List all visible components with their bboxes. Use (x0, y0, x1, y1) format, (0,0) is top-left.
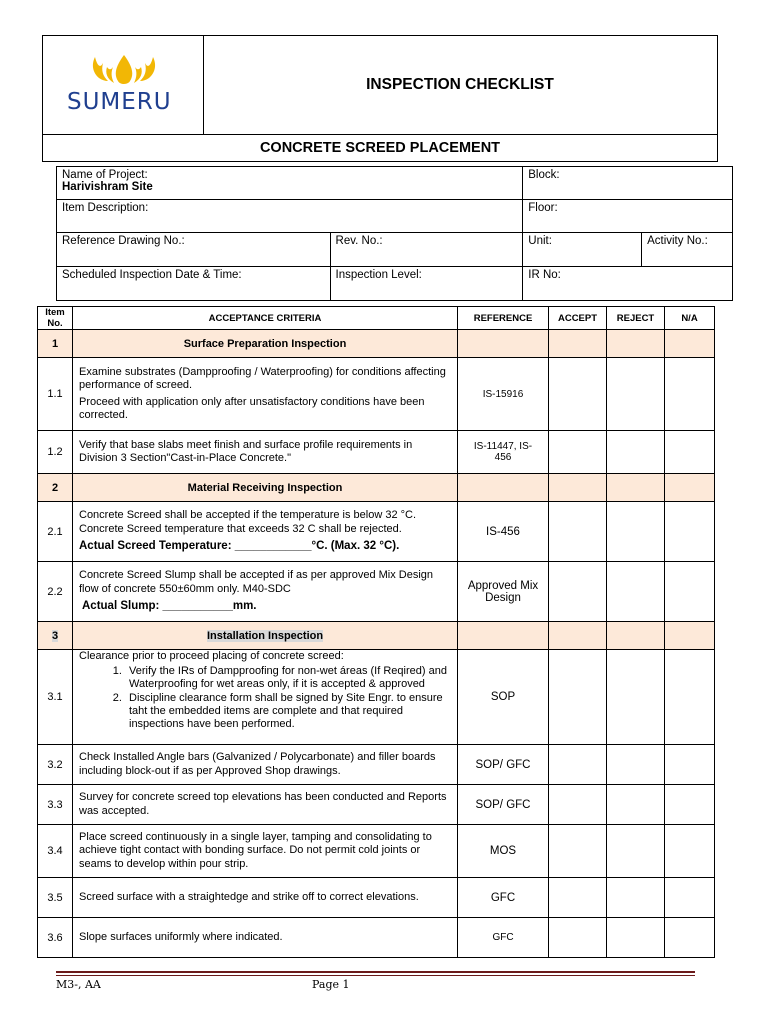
unit-label: Unit: (528, 235, 552, 247)
scheduled-date-label: Scheduled Inspection Date & Time: (62, 269, 242, 281)
criteria-text: Concrete Screed shall be accepted if the temperature is below 32 °C. Concrete Screed temperature that exceeds 32 C shall be rejected. (79, 509, 417, 535)
table-row (38, 650, 715, 745)
na-cell[interactable] (665, 745, 715, 785)
floor-cell (523, 200, 733, 233)
table-row (38, 785, 715, 825)
reject-cell[interactable] (607, 562, 665, 622)
floor-label: Floor: (528, 202, 558, 214)
reject-cell[interactable] (607, 825, 665, 878)
na-cell[interactable] (665, 825, 715, 878)
acceptance-criteria (73, 562, 458, 622)
activity-no-cell (642, 233, 733, 267)
project-name-label: Name of Project: (62, 169, 148, 181)
actual-slump-field[interactable]: Actual Slump: ___________mm. (82, 599, 257, 612)
list-item: 2. Discipline clearance form shall be signed by Site Engr. to ensure taht the embedded items are complete and that required inspections have been performed. (125, 692, 451, 732)
table-row (38, 825, 715, 878)
item-number: 1.1 (38, 358, 73, 431)
ir-no-cell (523, 267, 733, 301)
accept-cell[interactable] (549, 745, 607, 785)
section-title: Material Receiving Inspection (73, 474, 458, 502)
na-cell[interactable] (665, 358, 715, 431)
block-label: Block: (528, 169, 560, 181)
acceptance-criteria (73, 918, 458, 958)
item-number: 3.2 (38, 745, 73, 785)
logo-cell (43, 36, 204, 134)
reject-cell[interactable] (607, 878, 665, 918)
acceptance-criteria (73, 825, 458, 878)
item-number: 3.5 (38, 878, 73, 918)
na-cell[interactable] (665, 785, 715, 825)
table-row (38, 431, 715, 474)
document-title: INSPECTION CHECKLIST (366, 76, 554, 93)
col-accept: ACCEPT (549, 307, 607, 330)
reject-cell[interactable] (607, 785, 665, 825)
accept-cell[interactable] (549, 825, 607, 878)
actual-temperature-field[interactable]: Actual Screed Temperature: ____________°C. (Max. 32 °C). (79, 539, 400, 552)
logo-text: SUMERU (67, 89, 172, 115)
section-row (38, 622, 715, 650)
na-cell[interactable] (665, 502, 715, 562)
scheduled-date-cell (57, 267, 331, 301)
col-reject: REJECT (607, 307, 665, 330)
section-row (38, 474, 715, 502)
criteria-text: Concrete Screed Slump shall be accepted if as per approved Mix Design flow of concrete 550±60mm only. M40-SDC (79, 569, 434, 595)
checklist-header-row (38, 307, 715, 330)
reference: Approved Mix Design (458, 562, 549, 622)
item-description-label: Item Description: (62, 202, 149, 214)
na-cell[interactable] (665, 918, 715, 958)
reference: SOP/ GFC (458, 745, 549, 785)
reference: IS-15916 (458, 358, 549, 431)
criteria-text: Screed surface with a straightedge and strike off to correct elevations. (79, 890, 419, 903)
item-number: 3.6 (38, 918, 73, 958)
acceptance-criteria (73, 878, 458, 918)
item-number: 2.2 (38, 562, 73, 622)
reject-cell[interactable] (607, 358, 665, 431)
item-number: 3.3 (38, 785, 73, 825)
acceptance-criteria (73, 358, 458, 431)
project-name-cell (57, 167, 523, 200)
col-na: N/A (665, 307, 715, 330)
criteria-text: Examine substrates (Dampproofing / Waterproofing) for conditions affecting performance of screed. (79, 365, 446, 391)
accept-cell[interactable] (549, 918, 607, 958)
item-description-cell (57, 200, 523, 233)
table-row (38, 745, 715, 785)
acceptance-criteria (73, 650, 458, 745)
reference: MOS (458, 825, 549, 878)
section-number-text: 3 (51, 629, 59, 642)
reject-cell[interactable] (607, 502, 665, 562)
reference: IS-456 (458, 502, 549, 562)
block-cell (523, 167, 733, 200)
accept-cell[interactable] (549, 878, 607, 918)
reference: GFC (458, 918, 549, 958)
footer-document-code: M3-, AA (56, 978, 101, 991)
item-number: 1.2 (38, 431, 73, 474)
criteria-text: Clearance prior to proceed placing of concrete screed: (79, 650, 344, 662)
document-header (42, 35, 718, 162)
item-number: 3.1 (38, 650, 73, 745)
table-row (38, 878, 715, 918)
section-number (38, 622, 73, 650)
criteria-text: Check Installed Angle bars (Galvanized / Polycarbonate) and filler boards including block-out if as per Approved Shop drawings. (79, 751, 436, 777)
section-title: Surface Preparation Inspection (73, 330, 458, 358)
acceptance-criteria (73, 745, 458, 785)
table-row (38, 502, 715, 562)
col-item-no: Item No. (38, 307, 73, 330)
reference: SOP/ GFC (458, 785, 549, 825)
rev-no-label: Rev. No.: (335, 235, 383, 247)
rev-no-cell (330, 233, 523, 267)
accept-cell[interactable] (549, 358, 607, 431)
table-row (38, 358, 715, 431)
acceptance-criteria (73, 502, 458, 562)
criteria-text: Survey for concrete screed top elevations has been conducted and Reports was accepted. (79, 791, 447, 817)
ir-no-label: IR No: (528, 269, 561, 281)
footer-divider-thin (56, 975, 695, 976)
inspection-level-label: Inspection Level: (335, 269, 422, 281)
accept-cell[interactable] (549, 431, 607, 474)
accept-cell[interactable] (549, 562, 607, 622)
reject-cell[interactable] (607, 745, 665, 785)
reference-drawing-label: Reference Drawing No.: (62, 235, 185, 247)
criteria-text: Slope surfaces uniformly where indicated. (79, 930, 283, 943)
unit-cell (523, 233, 642, 267)
table-row (38, 562, 715, 622)
activity-no-label: Activity No.: (647, 235, 708, 247)
reject-cell[interactable] (607, 918, 665, 958)
reference: GFC (458, 878, 549, 918)
reject-cell[interactable] (607, 431, 665, 474)
section-title-text: Installation Inspection (206, 629, 324, 642)
na-cell[interactable] (665, 431, 715, 474)
reject-cell[interactable] (607, 650, 665, 745)
section-title (73, 622, 458, 650)
acceptance-criteria (73, 431, 458, 474)
acceptance-criteria (73, 785, 458, 825)
document-subtitle: CONCRETE SCREED PLACEMENT (43, 134, 717, 161)
na-cell[interactable] (665, 650, 715, 745)
criteria-text: Place screed continuously in a single layer, tamping and consolidating to achieve tight contact with bonding surface. Do not permit cold joints or seams to develop within pour strip. (79, 831, 432, 870)
col-acceptance-criteria: ACCEPTANCE CRITERIA (73, 307, 458, 330)
section-number: 1 (38, 330, 73, 358)
item-number: 3.4 (38, 825, 73, 878)
checklist-table (37, 306, 715, 958)
project-name-value: Harivishram Site (62, 181, 153, 193)
footer-page-number: Page 1 (312, 978, 350, 991)
footer-divider (56, 971, 695, 973)
accept-cell[interactable] (549, 502, 607, 562)
na-cell[interactable] (665, 562, 715, 622)
reference: SOP (458, 650, 549, 745)
accept-cell[interactable] (549, 650, 607, 745)
na-cell[interactable] (665, 878, 715, 918)
project-info-table (56, 166, 733, 301)
section-number: 2 (38, 474, 73, 502)
flame-logo-icon (87, 51, 161, 91)
reference: IS-11447, IS-456 (458, 431, 549, 474)
section-row (38, 330, 715, 358)
col-reference: REFERENCE (458, 307, 549, 330)
table-row (38, 918, 715, 958)
item-number: 2.1 (38, 502, 73, 562)
criteria-text: Verify that base slabs meet finish and surface profile requirements in Division 3 Section"Cast-in-Place Concrete." (79, 438, 413, 464)
reference-drawing-cell (57, 233, 331, 267)
criteria-text: Proceed with application only after unsatisfactory conditions have been corrected. (79, 396, 425, 422)
list-item: 1. Verify the IRs of Dampproofing for non-wet áreas (If Reqired) and Waterproofing for wet areas only, if it is accepted & approved (125, 665, 451, 691)
accept-cell[interactable] (549, 785, 607, 825)
inspection-level-cell (330, 267, 523, 301)
